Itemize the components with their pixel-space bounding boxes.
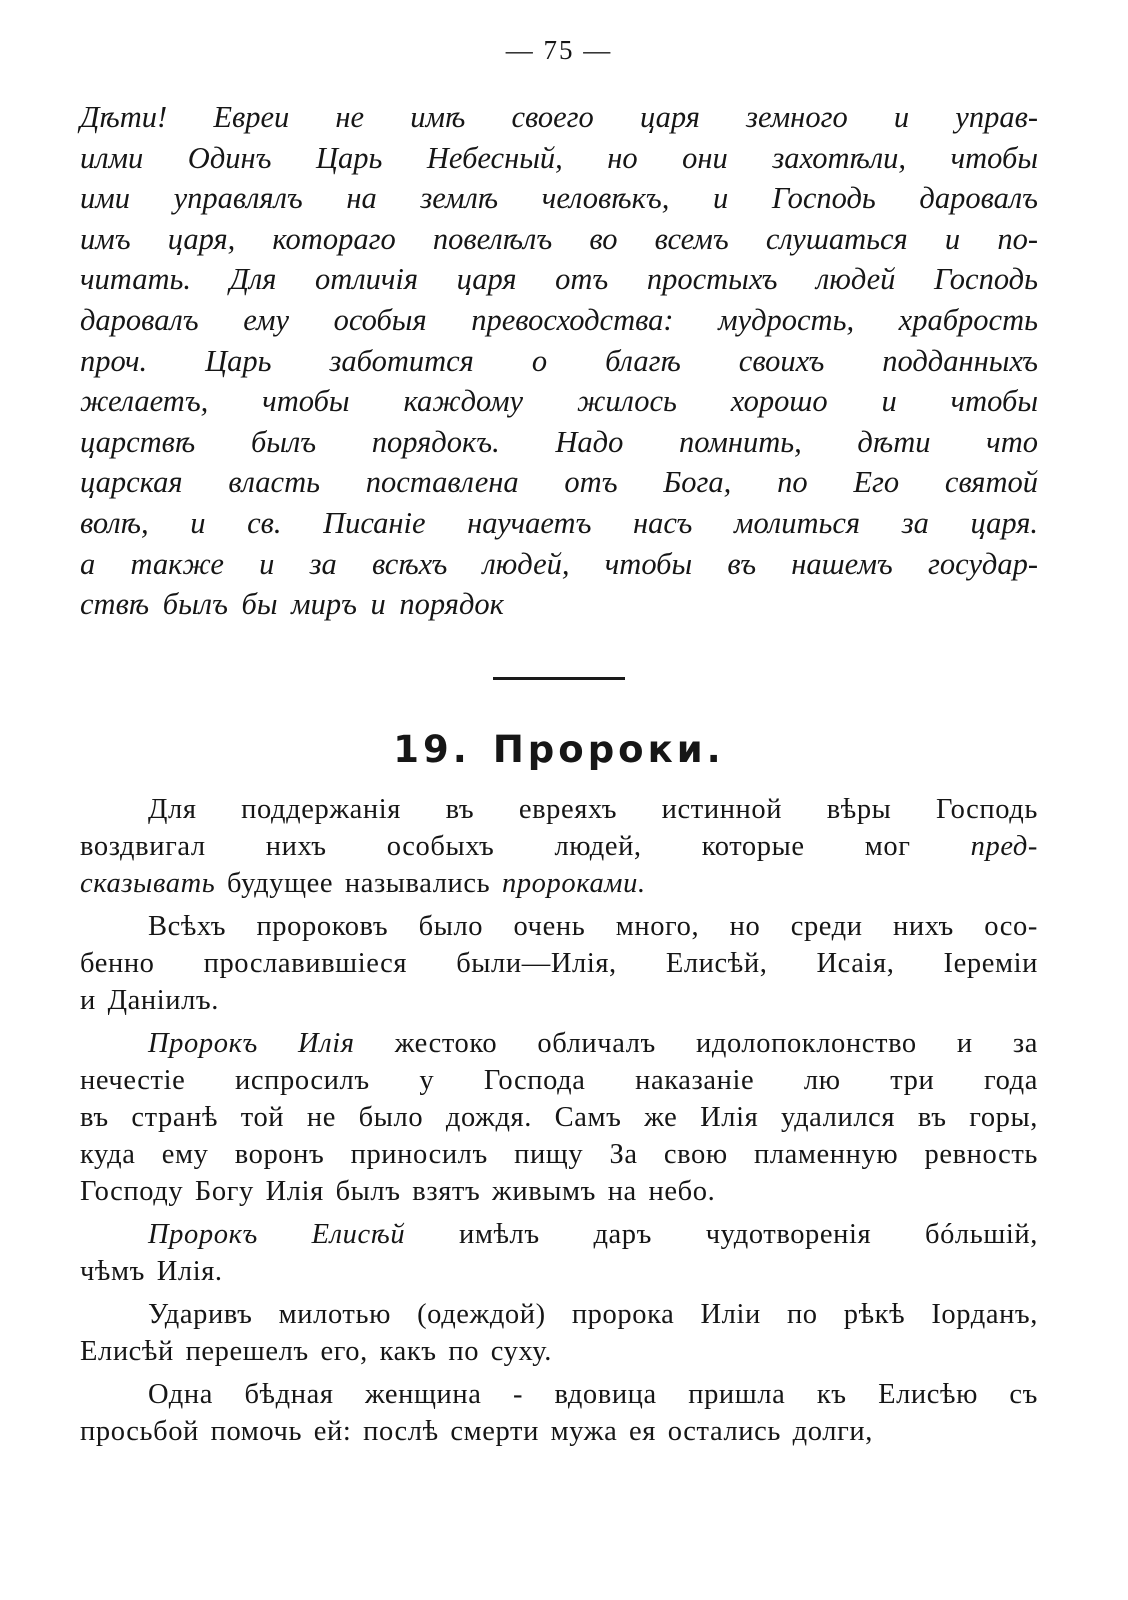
text-line xyxy=(80,1253,1038,1290)
paragraph xyxy=(80,908,1038,1019)
text-run: нечестіе испросилъ у Господа наказаніе лю три года xyxy=(80,1064,1038,1096)
paragraph xyxy=(80,1025,1038,1210)
italic-term: сказывать xyxy=(80,867,216,899)
text-line xyxy=(80,1173,1038,1210)
text-line xyxy=(80,1099,1038,1136)
text-run: имѣлъ даръ чудотворенія бóльшій, xyxy=(405,1218,1038,1250)
intro-line: царствѣ былъ порядокъ. Надо помнить, дѣти что xyxy=(80,424,1038,459)
text-line xyxy=(80,1136,1038,1173)
section-body xyxy=(80,791,1038,1450)
intro-line: читать. Для отличія царя отъ простыхъ людей Господь xyxy=(80,262,1038,297)
text-run: бенно прославившіеся были—Илія, Елисѣй, Исаія, Іереміи xyxy=(80,947,1038,979)
text-run: жестоко обличалъ идолопоклонство и за xyxy=(354,1027,1038,1059)
text-run: въ странѣ той не было дождя. Самъ же Илія удалился въ горы, xyxy=(80,1101,1038,1133)
text-line xyxy=(80,865,1038,902)
intro-line: волѣ, и св. Писаніе научаетъ насъ молиться за царя. xyxy=(80,505,1038,540)
intro-line: а также и за всѣхъ людей, чтобы въ нашемъ государ- xyxy=(80,546,1038,581)
text-run: Для поддержанія въ евреяхъ истинной вѣры Господь xyxy=(148,793,1038,825)
text-run: и Даніилъ. xyxy=(80,984,219,1016)
text-line xyxy=(80,1413,1038,1450)
text-line xyxy=(80,945,1038,982)
italic-term: Пророкъ Елисѣй xyxy=(148,1218,406,1250)
text-run: Господу Богу Илія былъ взятъ живымъ на небо. xyxy=(80,1175,716,1207)
intro-line: проч. Царь заботится о благѣ своихъ подданныхъ xyxy=(80,343,1038,378)
text-run: куда ему воронъ приносилъ пищу За свою пламенную ревность xyxy=(80,1138,1038,1170)
text-run: Всѣхъ пророковъ было очень много, но среди нихъ осо- xyxy=(148,910,1038,942)
section-heading xyxy=(80,724,1038,776)
text-run: чѣмъ Илія. xyxy=(80,1255,223,1287)
intro-line: даровалъ ему особыя превосходства: мудрость, храбрость xyxy=(80,302,1038,337)
text-line xyxy=(80,1333,1038,1370)
section-divider xyxy=(493,677,625,680)
text-run: будущее назывались xyxy=(215,867,502,899)
text-run: Елисѣй перешелъ его, какъ по суху. xyxy=(80,1335,553,1367)
intro-line: желаетъ, чтобы каждому жилось хорошо и чтобы xyxy=(80,384,1038,419)
intro-line: царская власть поставлена отъ Бога, по Его святой xyxy=(80,465,1038,500)
italic-term: пред- xyxy=(970,830,1038,862)
page-number: — 75 — xyxy=(505,35,613,65)
text-run: Одна бѣдная женщина - вдовица пришла къ Елисѣю съ xyxy=(148,1378,1038,1410)
intro-line: ствѣ былъ бы миръ и порядок xyxy=(80,587,504,622)
text-line xyxy=(80,1376,1038,1413)
italic-term: пророками. xyxy=(501,867,646,899)
paragraph xyxy=(80,791,1038,902)
italic-term: Пророкъ Илія xyxy=(148,1027,355,1059)
text-line xyxy=(80,982,1038,1019)
text-line xyxy=(80,908,1038,945)
section-number: 19. xyxy=(393,727,471,771)
intro-line: имъ царя, котораго повелѣлъ во всемъ слушаться и по- xyxy=(80,221,1038,256)
text-line xyxy=(80,1296,1038,1333)
text-line xyxy=(80,1062,1038,1099)
text-run: Ударивъ милотью (одеждой) пророка Иліи по рѣкѣ Іорданъ, xyxy=(148,1298,1038,1330)
book-page xyxy=(80,28,1038,1456)
section-title: Пророки. xyxy=(492,727,725,771)
text-run: просьбой помочь ей: послѣ смерти мужа ея остались долги, xyxy=(80,1415,873,1447)
text-line xyxy=(80,828,1038,865)
text-line xyxy=(80,1025,1038,1062)
paragraph xyxy=(80,1296,1038,1370)
paragraph xyxy=(80,1216,1038,1290)
text-line xyxy=(80,1216,1038,1253)
intro-line: ими управлялъ на землѣ человѣкъ, и Господь даровалъ xyxy=(80,181,1038,216)
text-run: воздвигал нихъ особыхъ людей, которые мог xyxy=(80,830,971,862)
text-line xyxy=(80,791,1038,828)
intro-paragraph xyxy=(80,97,1038,625)
paragraph xyxy=(80,1376,1038,1450)
intro-line: илми Одинъ Царь Небесный, но они захотѣли, чтобы xyxy=(80,140,1038,175)
intro-line: Дѣти! Евреи не имѣ своего царя земного и управ- xyxy=(80,100,1038,134)
